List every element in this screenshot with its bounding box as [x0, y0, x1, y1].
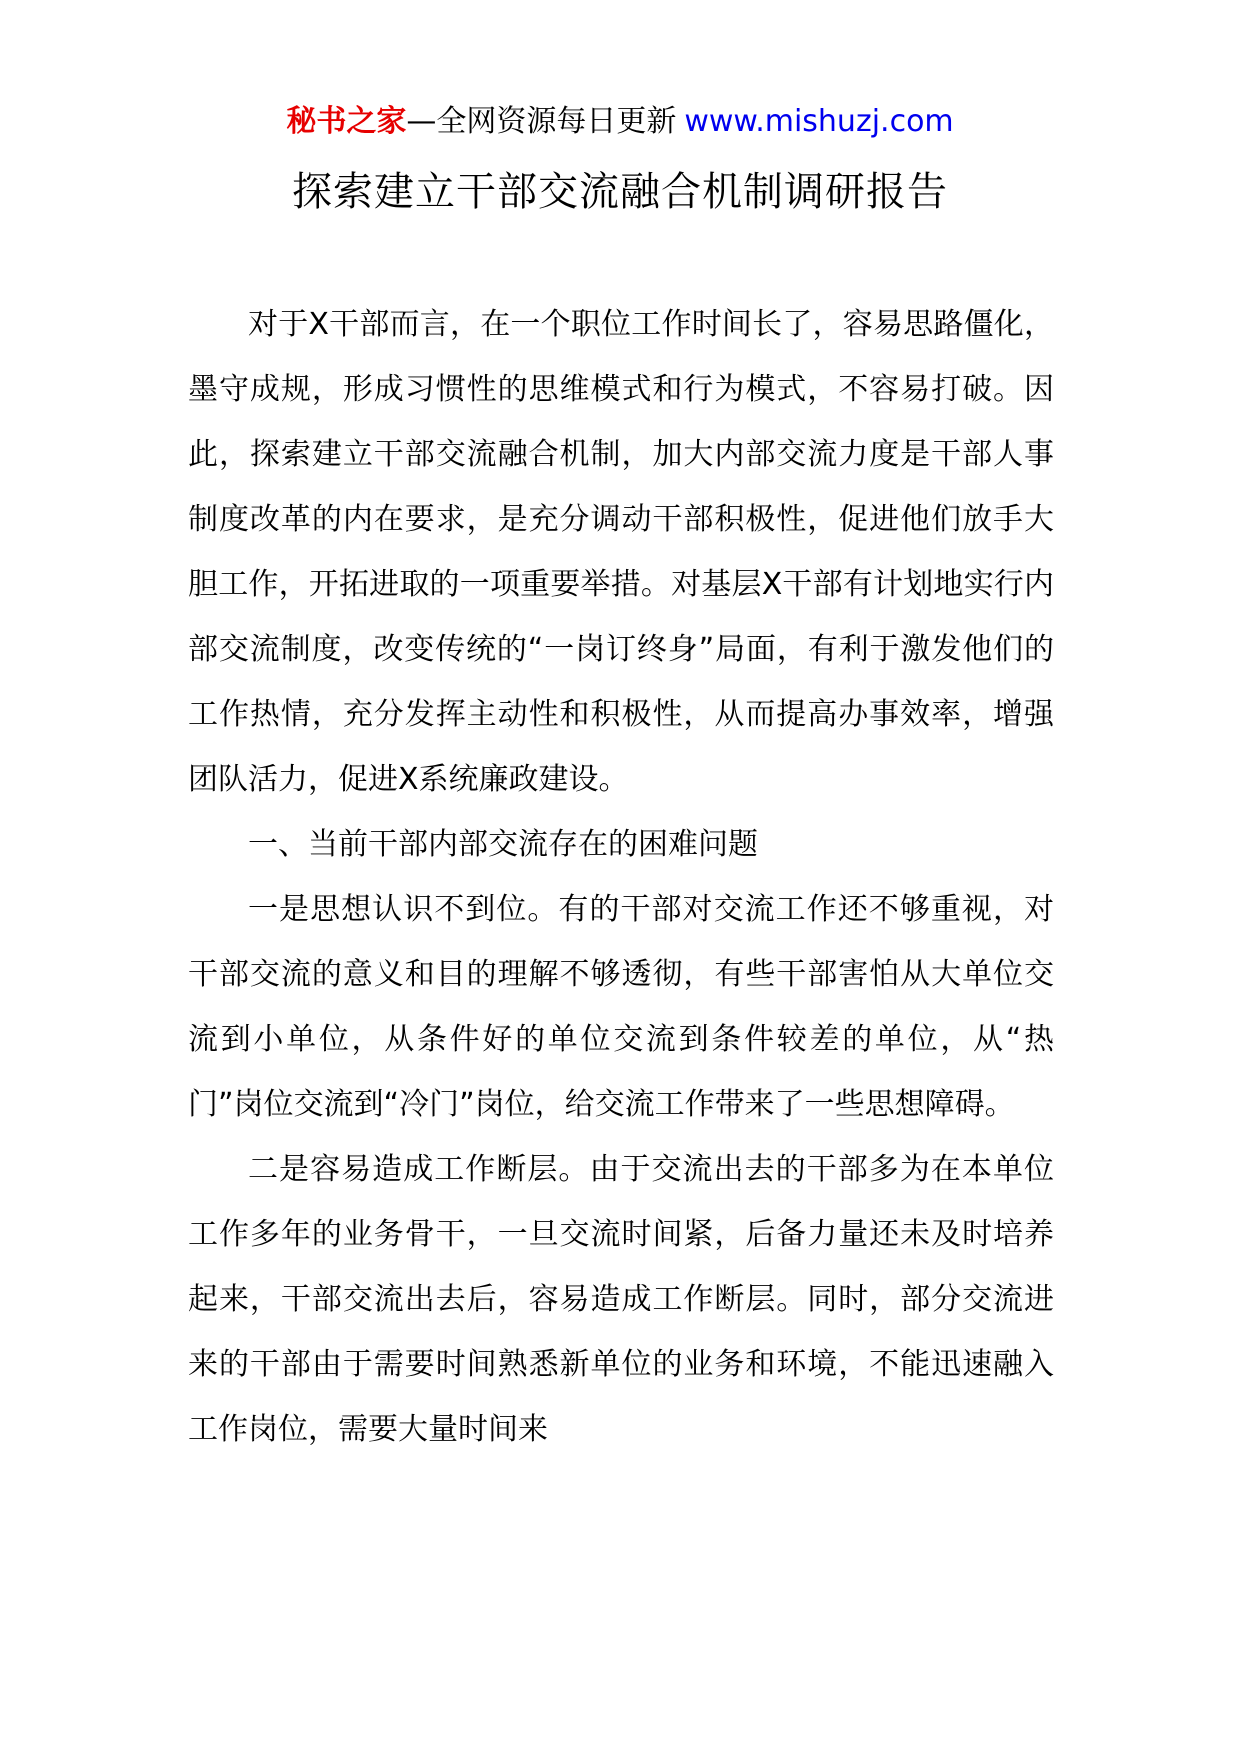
- document-body: [188, 292, 1054, 1462]
- site-tagline: —全网资源每日更新: [406, 104, 677, 139]
- site-url-link[interactable]: www.mishuzj.com: [684, 104, 954, 139]
- site-header: [0, 100, 1240, 144]
- paragraph-point-one: 一是思想认识不到位。有的干部对交流工作还不够重视，对干部交流的意义和目的理解不够透彻，有些干部害怕从大单位交流到小单位，从条件好的单位交流到条件较差的单位，从“热门”岗位交流到“冷门”岗位，给交流工作带来了一些思想障碍。: [188, 892, 1054, 1122]
- paragraph-point-two: 二是容易造成工作断层。由于交流出去的干部多为在本单位工作多年的业务骨干，一旦交流时间紧，后备力量还未及时培养起来，干部交流出去后，容易造成工作断层。同时，部分交流进来的干部由于需要时间熟悉新单位的业务和环境，不能迅速融入工作岗位，需要大量时间来: [188, 1152, 1054, 1447]
- document-title: 探索建立干部交流融合机制调研报告: [292, 169, 948, 215]
- section-heading: 一、当前干部内部交流存在的困难问题: [248, 827, 758, 862]
- paragraph-intro: 对于X干部而言，在一个职位工作时间长了，容易思路僵化，墨守成规，形成习惯性的思维模式和行为模式，不容易打破。因此，探索建立干部交流融合机制，加大内部交流力度是干部人事制度改革的内在要求，是充分调动干部积极性，促进他们放手大胆工作，开拓进取的一项重要举措。对基层X干部有计划地实行内部交流制度，改变传统的“一岗订终身”局面，有利于激发他们的工作热情，充分发挥主动性和积极性，从而提高办事效率，增强团队活力，促进X系统廉政建设。: [188, 307, 1054, 797]
- brand-name: 秘书之家: [286, 104, 407, 139]
